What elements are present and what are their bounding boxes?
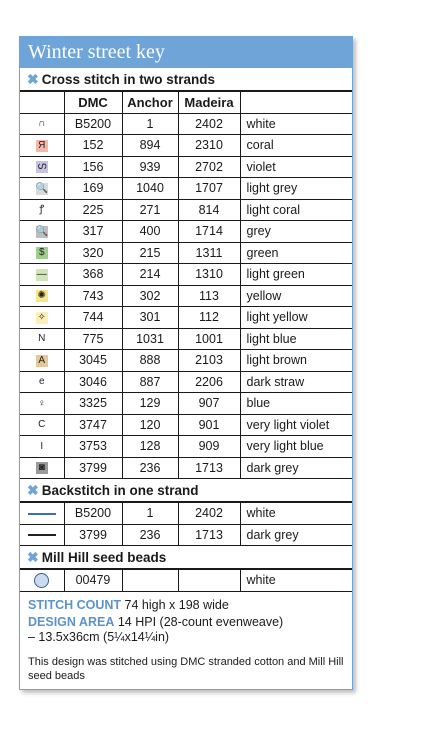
table-row (20, 371, 352, 393)
madeira-cell: 2206 (178, 371, 240, 393)
table-row (20, 113, 352, 135)
madeira-cell: 1311 (178, 242, 240, 264)
dmc-cell: B5200 (64, 113, 122, 135)
thread-symbol-icon: C (36, 419, 48, 431)
dmc-cell: B5200 (64, 503, 122, 525)
color-name-cell: grey (240, 221, 352, 243)
thread-symbol-icon: ✺ (37, 290, 46, 302)
table-row (20, 503, 352, 525)
thread-symbol-icon: N (36, 333, 48, 345)
table-row (20, 524, 352, 546)
symbol-cell (20, 285, 64, 307)
cross-icon: ✖ (27, 71, 39, 87)
madeira-cell: 2402 (178, 503, 240, 525)
color-name-cell: dark straw (240, 371, 352, 393)
symbol-cell (20, 524, 64, 546)
dmc-cell: 169 (64, 178, 122, 200)
madeira-cell: 814 (178, 199, 240, 221)
footnote: This design was stitched using DMC stranded cotton and Mill Hill seed beads (28, 655, 344, 682)
symbol-cell (20, 178, 64, 200)
anchor-cell: 887 (122, 371, 178, 393)
thread-symbol-icon: ꝭ (36, 204, 48, 216)
symbol-cell (20, 393, 64, 415)
anchor-cell: 894 (122, 135, 178, 157)
color-name-cell: yellow (240, 285, 352, 307)
dmc-cell: 156 (64, 156, 122, 178)
dmc-column-header: DMC (64, 92, 122, 114)
dmc-cell: 3753 (64, 436, 122, 458)
symbol-cell (20, 457, 64, 479)
anchor-cell (122, 570, 178, 592)
table-row (20, 178, 352, 200)
table-row (20, 156, 352, 178)
thread-symbol-icon: e (36, 376, 48, 388)
color-name-cell: blue (240, 393, 352, 415)
symbol-cell (20, 371, 64, 393)
bead-code-cell: 00479 (64, 570, 122, 592)
thread-symbol-icon: ✧ (37, 311, 46, 323)
anchor-cell: 302 (122, 285, 178, 307)
table-row (20, 350, 352, 372)
madeira-cell: 901 (178, 414, 240, 436)
thread-symbol-icon: Я (36, 140, 48, 152)
dmc-cell: 320 (64, 242, 122, 264)
anchor-cell: 215 (122, 242, 178, 264)
table-row (20, 135, 352, 157)
color-name-cell: light grey (240, 178, 352, 200)
symbol-cell (20, 503, 64, 525)
anchor-cell: 1031 (122, 328, 178, 350)
color-name-cell: dark grey (240, 524, 352, 546)
dmc-cell: 3325 (64, 393, 122, 415)
table-row (20, 285, 352, 307)
symbol-cell (20, 307, 64, 329)
thread-symbol-icon: $ (36, 247, 48, 259)
color-name-cell: light brown (240, 350, 352, 372)
backstitch-line-icon (28, 534, 56, 536)
madeira-cell: 1001 (178, 328, 240, 350)
symbol-column-header (20, 92, 64, 114)
thread-symbol-icon: 🔍 (35, 225, 49, 237)
anchor-cell: 214 (122, 264, 178, 286)
madeira-cell: 2702 (178, 156, 240, 178)
table-row (20, 414, 352, 436)
anchor-cell: 939 (122, 156, 178, 178)
color-name-cell: light green (240, 264, 352, 286)
symbol-cell (20, 570, 64, 592)
beads-table (20, 569, 352, 592)
table-row (20, 570, 352, 592)
madeira-cell: 1707 (178, 178, 240, 200)
table-row (20, 457, 352, 479)
madeira-cell: 1714 (178, 221, 240, 243)
dmc-cell: 368 (64, 264, 122, 286)
table-row (20, 393, 352, 415)
anchor-cell: 120 (122, 414, 178, 436)
dmc-cell: 3045 (64, 350, 122, 372)
thread-symbol-icon: 🔍 (35, 182, 49, 194)
thread-symbol-icon: ∩ (36, 118, 48, 130)
symbol-cell (20, 199, 64, 221)
table-row (20, 242, 352, 264)
cross-icon: ✖ (27, 482, 39, 498)
thread-symbol-icon: — (36, 268, 47, 280)
dmc-cell: 3747 (64, 414, 122, 436)
madeira-cell (178, 570, 240, 592)
dmc-cell: 743 (64, 285, 122, 307)
dmc-cell: 317 (64, 221, 122, 243)
anchor-cell: 1 (122, 113, 178, 135)
anchor-cell: 271 (122, 199, 178, 221)
symbol-cell (20, 156, 64, 178)
madeira-cell: 1310 (178, 264, 240, 286)
color-name-cell: green (240, 242, 352, 264)
anchor-cell: 236 (122, 524, 178, 546)
table-row (20, 264, 352, 286)
dmc-cell: 3799 (64, 524, 122, 546)
symbol-cell (20, 436, 64, 458)
dmc-cell: 3799 (64, 457, 122, 479)
bead-icon (34, 573, 49, 588)
table-row (20, 221, 352, 243)
thread-symbol-icon: ◙ (36, 462, 48, 474)
anchor-column-header: Anchor (122, 92, 178, 114)
anchor-cell: 888 (122, 350, 178, 372)
madeira-cell: 2310 (178, 135, 240, 157)
backstitch-table (20, 502, 352, 546)
color-name-cell: light yellow (240, 307, 352, 329)
madeira-cell: 113 (178, 285, 240, 307)
dmc-cell: 3046 (64, 371, 122, 393)
madeira-cell: 1713 (178, 457, 240, 479)
thread-symbol-icon: ♀ (36, 398, 48, 410)
symbol-cell (20, 328, 64, 350)
anchor-cell: 1040 (122, 178, 178, 200)
key-card (19, 36, 353, 690)
symbol-cell (20, 113, 64, 135)
anchor-cell: 301 (122, 307, 178, 329)
symbol-cell (20, 414, 64, 436)
anchor-cell: 1 (122, 503, 178, 525)
dmc-cell: 744 (64, 307, 122, 329)
thread-symbol-icon: A (36, 355, 48, 367)
color-name-cell: coral (240, 135, 352, 157)
color-name-cell: light coral (240, 199, 352, 221)
dmc-cell: 152 (64, 135, 122, 157)
madeira-cell: 1713 (178, 524, 240, 546)
anchor-cell: 400 (122, 221, 178, 243)
color-name-cell: very light blue (240, 436, 352, 458)
table-row (20, 436, 352, 458)
cross-stitch-heading: ✖ Cross stitch in two strands (20, 68, 352, 91)
design-area: DESIGN AREA 14 HPI (28-count evenweave) – 13.5x36cm (5¼x14¼in) (28, 614, 284, 644)
color-name-cell: violet (240, 156, 352, 178)
anchor-cell: 128 (122, 436, 178, 458)
madeira-cell: 907 (178, 393, 240, 415)
symbol-cell (20, 242, 64, 264)
cross-stitch-table (20, 91, 352, 479)
thread-symbol-icon: I (36, 441, 48, 453)
anchor-cell: 236 (122, 457, 178, 479)
color-name-cell: white (240, 570, 352, 592)
madeira-cell: 909 (178, 436, 240, 458)
symbol-cell (20, 350, 64, 372)
stitch-count: STITCH COUNT 74 high x 198 wide (28, 597, 229, 612)
backstitch-line-icon (28, 513, 56, 515)
anchor-cell: 129 (122, 393, 178, 415)
table-row (20, 199, 352, 221)
table-row (20, 328, 352, 350)
madeira-cell: 112 (178, 307, 240, 329)
color-name-cell: white (240, 503, 352, 525)
name-column-header (240, 92, 352, 114)
color-name-cell: light blue (240, 328, 352, 350)
madeira-column-header: Madeira (178, 92, 240, 114)
backstitch-heading: ✖ Backstitch in one strand (20, 479, 352, 502)
thread-symbol-icon: ഗ (37, 161, 47, 173)
symbol-cell (20, 264, 64, 286)
cross-icon: ✖ (27, 549, 39, 565)
color-name-cell: very light violet (240, 414, 352, 436)
color-name-cell: white (240, 113, 352, 135)
madeira-cell: 2402 (178, 113, 240, 135)
key-title: Winter street key (20, 37, 352, 68)
symbol-cell (20, 135, 64, 157)
table-row (20, 307, 352, 329)
beads-heading: ✖ Mill Hill seed beads (20, 546, 352, 569)
dmc-cell: 225 (64, 199, 122, 221)
madeira-cell: 2103 (178, 350, 240, 372)
symbol-cell (20, 221, 64, 243)
dmc-cell: 775 (64, 328, 122, 350)
color-name-cell: dark grey (240, 457, 352, 479)
table-header-row (20, 92, 352, 114)
